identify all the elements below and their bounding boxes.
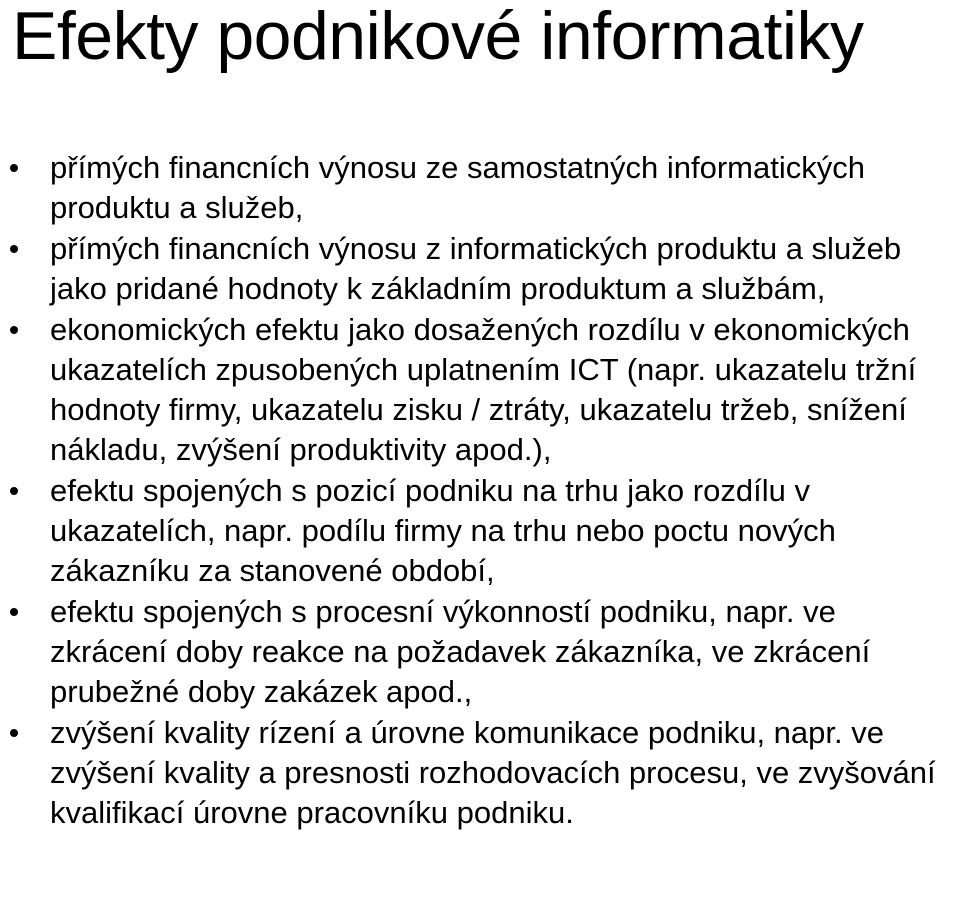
bullet-dot-icon <box>10 245 18 253</box>
bullet-item <box>0 713 960 833</box>
bullet-text: efektu spojených s procesní výkonností podniku, napr. ve zkrácení doby reakce na požadavek zákazníka, ve zkrácení prubežné doby zakázek apod., <box>50 594 871 709</box>
bullet-text: zvýšení kvality rízení a úrovne komunikace podniku, napr. ve zvýšení kvality a presnosti rozhodovacích procesu, ve zvyšování kvalifikací úrovne pracovníku podniku. <box>50 715 936 830</box>
bullet-dot-icon <box>10 326 18 334</box>
bullet-list <box>0 148 960 834</box>
bullet-item <box>0 310 960 470</box>
bullet-item <box>0 471 960 591</box>
slide-title: Efekty podnikové informatiky <box>12 0 864 74</box>
bullet-text: přímých financních výnosu z informatických produktu a služeb jako pridané hodnoty k základním produktum a službám, <box>50 231 902 306</box>
bullet-dot-icon <box>10 729 18 737</box>
bullet-text: přímých financních výnosu ze samostatných informatických produktu a služeb, <box>50 150 865 225</box>
bullet-item <box>0 148 960 228</box>
bullet-item <box>0 229 960 309</box>
bullet-dot-icon <box>10 608 18 616</box>
bullet-dot-icon <box>10 164 18 172</box>
bullet-dot-icon <box>10 487 18 495</box>
bullet-text: ekonomických efektu jako dosažených rozdílu v ekonomických ukazatelích zpusobených uplatnením ICT (napr. ukazatelu tržní hodnoty firmy, ukazatelu zisku / ztráty, ukazatelu tržeb, snížení nákladu, zvýšení produktivity apod.), <box>50 312 917 467</box>
bullet-item <box>0 592 960 712</box>
bullet-text: efektu spojených s pozicí podniku na trhu jako rozdílu v ukazatelích, napr. podílu firmy na trhu nebo poctu nových zákazníku za stanovené období, <box>50 473 836 588</box>
